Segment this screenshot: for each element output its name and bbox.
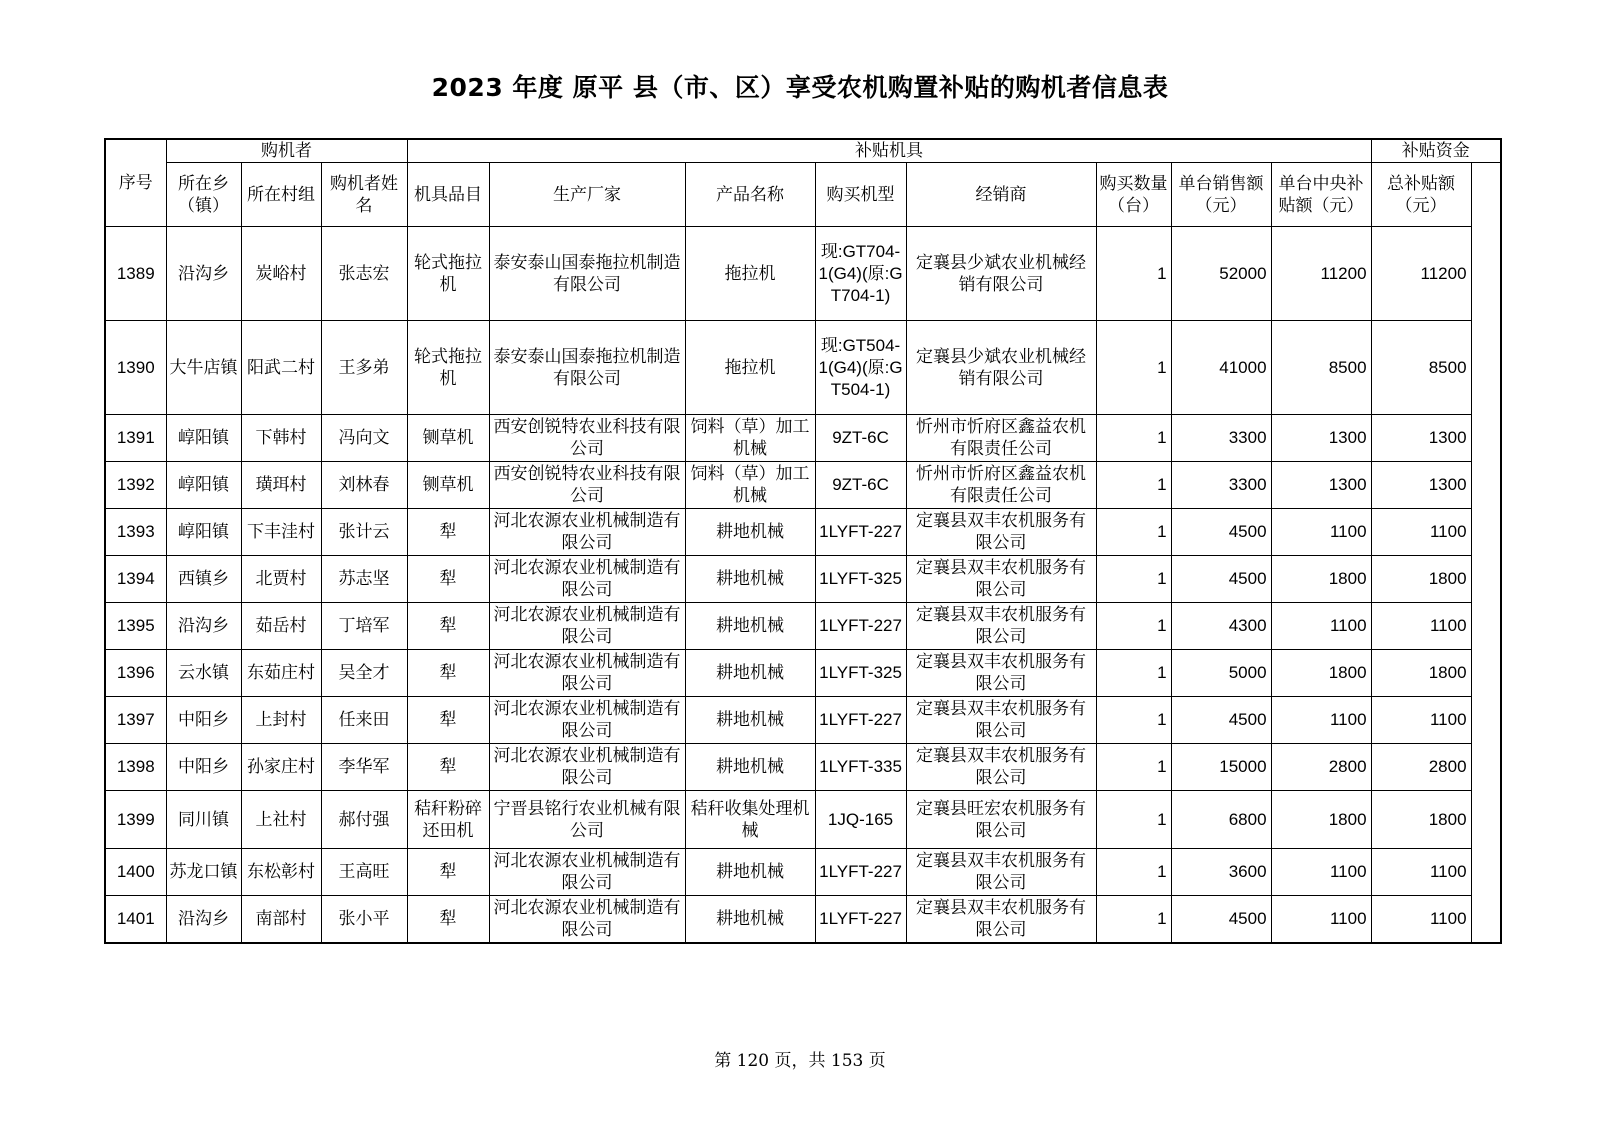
cell-name: 张志宏	[321, 227, 407, 321]
cell-central: 1300	[1271, 462, 1371, 509]
cell-model: 现:GT704-1(G4)(原:GT704-1)	[815, 227, 906, 321]
cell-village: 上封村	[241, 697, 321, 744]
cell-manufacturer: 河北农源农业机械制造有限公司	[489, 556, 685, 603]
cell-central: 1100	[1271, 697, 1371, 744]
cell-model: 1LYFT-325	[815, 650, 906, 697]
cell-village: 下韩村	[241, 415, 321, 462]
cell-category: 轮式拖拉机	[407, 321, 489, 415]
cell-model: 1LYFT-335	[815, 744, 906, 791]
cell-name: 刘林春	[321, 462, 407, 509]
cell-seq: 1397	[105, 697, 166, 744]
cell-seq: 1391	[105, 415, 166, 462]
cell-central: 1800	[1271, 791, 1371, 849]
group-header-buyer: 购机者	[166, 139, 407, 163]
cell-total: 1100	[1371, 896, 1471, 943]
cell-category: 秸秆粉碎还田机	[407, 791, 489, 849]
cell-category: 犁	[407, 603, 489, 650]
header-seq: 序号	[105, 139, 166, 227]
cell-product: 秸秆收集处理机械	[685, 791, 815, 849]
table-row	[105, 603, 1501, 650]
header-category: 机具品目	[407, 163, 489, 227]
cell-price: 4500	[1171, 509, 1271, 556]
cell-central: 11200	[1271, 227, 1371, 321]
cell-price: 4500	[1171, 556, 1271, 603]
cell-product: 耕地机械	[685, 603, 815, 650]
cell-name: 王多弟	[321, 321, 407, 415]
cell-dealer: 定襄县双丰农机服务有限公司	[906, 697, 1096, 744]
cell-central: 1100	[1271, 849, 1371, 896]
cell-manufacturer: 河北农源农业机械制造有限公司	[489, 603, 685, 650]
cell-total: 1100	[1371, 509, 1471, 556]
header-town: 所在乡（镇）	[166, 163, 241, 227]
cell-category: 铡草机	[407, 415, 489, 462]
header-dealer: 经销商	[906, 163, 1096, 227]
cell-central: 1100	[1271, 896, 1371, 943]
table-row	[105, 415, 1501, 462]
cell-total: 1100	[1371, 849, 1471, 896]
cell-name: 李华军	[321, 744, 407, 791]
cell-price: 4500	[1171, 697, 1271, 744]
cell-price: 4300	[1171, 603, 1271, 650]
cell-qty: 1	[1096, 791, 1171, 849]
cell-dealer: 定襄县双丰农机服务有限公司	[906, 849, 1096, 896]
cell-village: 孙家庄村	[241, 744, 321, 791]
cell-seq: 1394	[105, 556, 166, 603]
page-footer: 第 120 页，共 153 页	[714, 1051, 886, 1071]
cell-qty: 1	[1096, 849, 1171, 896]
cell-dealer: 定襄县双丰农机服务有限公司	[906, 603, 1096, 650]
table-row	[105, 744, 1501, 791]
table-row	[105, 650, 1501, 697]
header-village: 所在村组	[241, 163, 321, 227]
cell-qty: 1	[1096, 321, 1171, 415]
table-body	[105, 227, 1501, 943]
cell-qty: 1	[1096, 509, 1171, 556]
cell-village: 炭峪村	[241, 227, 321, 321]
cell-name: 任来田	[321, 697, 407, 744]
cell-town: 西镇乡	[166, 556, 241, 603]
cell-manufacturer: 宁晋县铭行农业机械有限公司	[489, 791, 685, 849]
cell-price: 6800	[1171, 791, 1271, 849]
cell-product: 耕地机械	[685, 509, 815, 556]
cell-model: 9ZT-6C	[815, 462, 906, 509]
header-product: 产品名称	[685, 163, 815, 227]
cell-total: 1300	[1371, 415, 1471, 462]
cell-total: 1800	[1371, 650, 1471, 697]
cell-dealer: 定襄县少斌农业机械经销有限公司	[906, 321, 1096, 415]
cell-village: 下丰洼村	[241, 509, 321, 556]
header-manufacturer: 生产厂家	[489, 163, 685, 227]
cell-name: 郝付强	[321, 791, 407, 849]
cell-town: 中阳乡	[166, 744, 241, 791]
table-row	[105, 227, 1501, 321]
cell-dealer: 定襄县少斌农业机械经销有限公司	[906, 227, 1096, 321]
cell-category: 轮式拖拉机	[407, 227, 489, 321]
cell-model: 1LYFT-325	[815, 556, 906, 603]
cell-town: 沿沟乡	[166, 603, 241, 650]
table-row	[105, 849, 1501, 896]
cell-model: 现:GT504-1(G4)(原:GT504-1)	[815, 321, 906, 415]
cell-village: 璜珥村	[241, 462, 321, 509]
cell-model: 1LYFT-227	[815, 896, 906, 943]
cell-manufacturer: 河北农源农业机械制造有限公司	[489, 697, 685, 744]
cell-qty: 1	[1096, 415, 1171, 462]
cell-town: 同川镇	[166, 791, 241, 849]
cell-manufacturer: 泰安泰山国泰拖拉机制造有限公司	[489, 321, 685, 415]
cell-town: 云水镇	[166, 650, 241, 697]
cell-total: 11200	[1371, 227, 1471, 321]
cell-central: 1800	[1271, 556, 1371, 603]
cell-village: 南部村	[241, 896, 321, 943]
cell-seq: 1389	[105, 227, 166, 321]
cell-central: 8500	[1271, 321, 1371, 415]
page-title: 2023 年度 原平 县（市、区）享受农机购置补贴的购机者信息表	[431, 73, 1169, 102]
cell-seq: 1398	[105, 744, 166, 791]
cell-dealer: 忻州市忻府区鑫益农机有限责任公司	[906, 415, 1096, 462]
cell-name: 王高旺	[321, 849, 407, 896]
cell-village: 东松彰村	[241, 849, 321, 896]
cell-central: 1100	[1271, 509, 1371, 556]
cell-category: 铡草机	[407, 462, 489, 509]
cell-town: 中阳乡	[166, 697, 241, 744]
cell-product: 拖拉机	[685, 227, 815, 321]
header-price: 单台销售额（元）	[1171, 163, 1271, 227]
group-header-funds: 补贴资金	[1371, 139, 1501, 163]
cell-village: 上社村	[241, 791, 321, 849]
cell-village: 东茹庄村	[241, 650, 321, 697]
cell-seq: 1400	[105, 849, 166, 896]
cell-product: 耕地机械	[685, 697, 815, 744]
cell-village: 茹岳村	[241, 603, 321, 650]
cell-qty: 1	[1096, 603, 1171, 650]
cell-category: 犁	[407, 849, 489, 896]
cell-dealer: 定襄县双丰农机服务有限公司	[906, 896, 1096, 943]
cell-seq: 1395	[105, 603, 166, 650]
cell-name: 张计云	[321, 509, 407, 556]
cell-total: 1100	[1371, 603, 1471, 650]
cell-model: 9ZT-6C	[815, 415, 906, 462]
cell-name: 冯向文	[321, 415, 407, 462]
cell-dealer: 忻州市忻府区鑫益农机有限责任公司	[906, 462, 1096, 509]
cell-central: 2800	[1271, 744, 1371, 791]
cell-dealer: 定襄县双丰农机服务有限公司	[906, 509, 1096, 556]
cell-seq: 1390	[105, 321, 166, 415]
cell-total: 2800	[1371, 744, 1471, 791]
cell-name: 张小平	[321, 896, 407, 943]
cell-seq: 1401	[105, 896, 166, 943]
cell-manufacturer: 河北农源农业机械制造有限公司	[489, 650, 685, 697]
cell-qty: 1	[1096, 227, 1171, 321]
table-row	[105, 556, 1501, 603]
cell-price: 52000	[1171, 227, 1271, 321]
cell-village: 北贾村	[241, 556, 321, 603]
cell-price: 3300	[1171, 462, 1271, 509]
cell-seq: 1396	[105, 650, 166, 697]
cell-price: 3600	[1171, 849, 1271, 896]
cell-price: 41000	[1171, 321, 1271, 415]
cell-qty: 1	[1096, 697, 1171, 744]
cell-qty: 1	[1096, 650, 1171, 697]
cell-category: 犁	[407, 744, 489, 791]
cell-product: 饲料（草）加工机械	[685, 415, 815, 462]
cell-name: 吴全才	[321, 650, 407, 697]
header-central: 单台中央补贴额（元）	[1271, 163, 1371, 227]
cell-qty: 1	[1096, 744, 1171, 791]
cell-village: 阳武二村	[241, 321, 321, 415]
table-row	[105, 791, 1501, 849]
cell-manufacturer: 河北农源农业机械制造有限公司	[489, 509, 685, 556]
cell-product: 耕地机械	[685, 744, 815, 791]
cell-model: 1LYFT-227	[815, 849, 906, 896]
header-model: 购买机型	[815, 163, 906, 227]
cell-category: 犁	[407, 697, 489, 744]
cell-town: 崞阳镇	[166, 462, 241, 509]
cell-manufacturer: 河北农源农业机械制造有限公司	[489, 896, 685, 943]
cell-central: 1800	[1271, 650, 1371, 697]
cell-total: 1800	[1371, 556, 1471, 603]
cell-dealer: 定襄县双丰农机服务有限公司	[906, 650, 1096, 697]
cell-model: 1LYFT-227	[815, 697, 906, 744]
cell-price: 3300	[1171, 415, 1271, 462]
subsidy-table	[104, 138, 1502, 944]
cell-name: 苏志坚	[321, 556, 407, 603]
cell-town: 沿沟乡	[166, 227, 241, 321]
cell-dealer: 定襄县旺宏农机服务有限公司	[906, 791, 1096, 849]
cell-category: 犁	[407, 650, 489, 697]
cell-town: 崞阳镇	[166, 415, 241, 462]
cell-product: 耕地机械	[685, 896, 815, 943]
cell-qty: 1	[1096, 462, 1171, 509]
cell-price: 15000	[1171, 744, 1271, 791]
cell-category: 犁	[407, 509, 489, 556]
cell-product: 拖拉机	[685, 321, 815, 415]
cell-model: 1LYFT-227	[815, 603, 906, 650]
cell-qty: 1	[1096, 896, 1171, 943]
cell-product: 耕地机械	[685, 650, 815, 697]
table-row	[105, 462, 1501, 509]
cell-total: 1100	[1371, 697, 1471, 744]
cell-town: 苏龙口镇	[166, 849, 241, 896]
table-row	[105, 321, 1501, 415]
cell-manufacturer: 河北农源农业机械制造有限公司	[489, 744, 685, 791]
table-row	[105, 697, 1501, 744]
cell-town: 崞阳镇	[166, 509, 241, 556]
header-name: 购机者姓名	[321, 163, 407, 227]
cell-price: 5000	[1171, 650, 1271, 697]
cell-town: 大牛店镇	[166, 321, 241, 415]
cell-total: 8500	[1371, 321, 1471, 415]
group-header-machine: 补贴机具	[407, 139, 1371, 163]
cell-seq: 1393	[105, 509, 166, 556]
cell-manufacturer: 西安创锐特农业科技有限公司	[489, 415, 685, 462]
cell-category: 犁	[407, 896, 489, 943]
table-row	[105, 896, 1501, 943]
cell-dealer: 定襄县双丰农机服务有限公司	[906, 744, 1096, 791]
cell-central: 1300	[1271, 415, 1371, 462]
cell-dealer: 定襄县双丰农机服务有限公司	[906, 556, 1096, 603]
header-qty: 购买数量（台）	[1096, 163, 1171, 227]
cell-category: 犁	[407, 556, 489, 603]
cell-product: 耕地机械	[685, 556, 815, 603]
cell-town: 沿沟乡	[166, 896, 241, 943]
cell-central: 1100	[1271, 603, 1371, 650]
cell-manufacturer: 河北农源农业机械制造有限公司	[489, 849, 685, 896]
cell-seq: 1399	[105, 791, 166, 849]
cell-price: 4500	[1171, 896, 1271, 943]
cell-manufacturer: 泰安泰山国泰拖拉机制造有限公司	[489, 227, 685, 321]
table-row	[105, 509, 1501, 556]
header-total: 总补贴额（元）	[1371, 163, 1471, 227]
cell-seq: 1392	[105, 462, 166, 509]
cell-qty: 1	[1096, 556, 1171, 603]
cell-product: 耕地机械	[685, 849, 815, 896]
cell-manufacturer: 西安创锐特农业科技有限公司	[489, 462, 685, 509]
cell-total: 1300	[1371, 462, 1471, 509]
cell-model: 1JQ-165	[815, 791, 906, 849]
cell-product: 饲料（草）加工机械	[685, 462, 815, 509]
cell-name: 丁培军	[321, 603, 407, 650]
cell-total: 1800	[1371, 791, 1471, 849]
cell-model: 1LYFT-227	[815, 509, 906, 556]
